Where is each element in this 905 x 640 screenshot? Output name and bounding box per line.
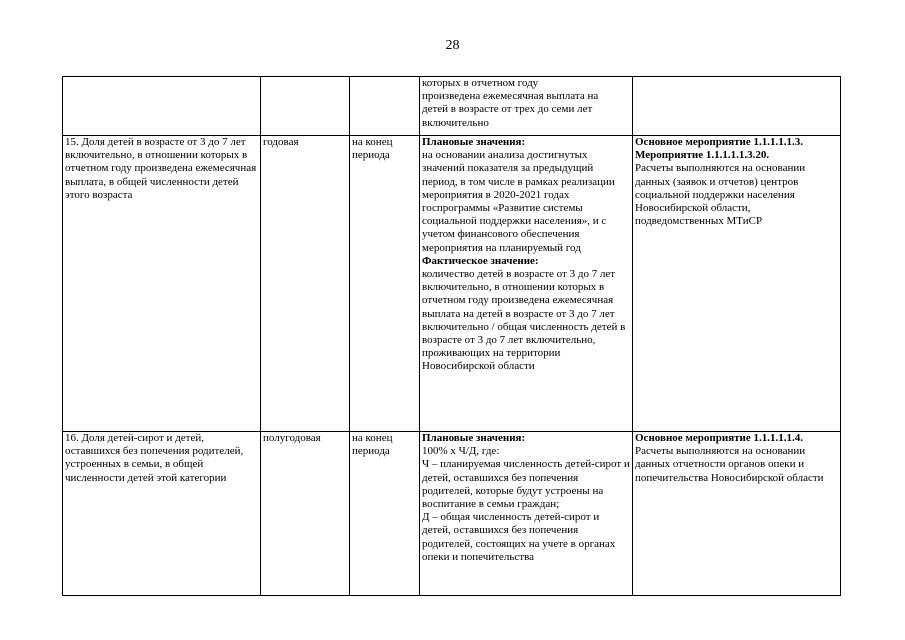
periodicity-cell: годовая [261,136,350,432]
method-cell [420,77,633,136]
table-row [63,77,841,136]
definition-ch: Ч – планируемая численность детей-сирот и детей, оставшихся без попечения родителей, которые будут устроены на воспитание в семьи граждан; [422,458,630,511]
source-cell [633,77,841,136]
fact-heading: Фактическое значение: [422,254,539,267]
plan-heading: Плановые значения: [422,136,526,148]
fact-text: количество детей в возрасте от 3 до 7 лет включительно, в отношении которых в отчетном году произведена ежемесячная выплата на детей в возрасте от 3 до 7 лет включительно / общая численность детей в возрасте от 3 до 7 лет включительно, проживающих на территории Новосибирской области [422,268,626,373]
source-cell [633,136,841,432]
indicator-cell [63,77,261,136]
source-cell [633,432,841,596]
plan-text: на основании анализа достигнутых значений показателя за предыдущий период, в том числе в рамках реализации мероприятия в 2020-2021 годах госпрограммы «Развитие системы социальной поддержки населения», и с учетом финансового обеспечения мероприятия на планируемый год [422,149,615,254]
method-line: которых в отчетном году [422,77,539,89]
method-line: детей в возрасте от трех до семи лет [422,103,593,116]
source-text: Расчеты выполняются на основании данных (заявок и отчетов) центров социальной поддержки населения Новосибирской области, подведомственных МТиСР [635,162,806,228]
source-text: Расчеты выполняются на основании данных отчетности органов опеки и попечительства Новосибирской области [635,445,824,484]
table-row [63,136,841,432]
indicator-cell: 15. Доля детей в возрасте от 3 до 7 лет включительно, в отношении которых в отчетном году произведена ежемесячная выплата, в общей численности детей этого возраста [63,136,261,432]
indicators-table [62,76,841,596]
definition-d: Д – общая численность детей-сирот и детей, оставшихся без попечения родителей, состоящих на учете в органах опеки и попечительства [422,511,616,563]
timing-cell: на конец периода [350,136,420,432]
method-cell [420,136,633,432]
page-number: 28 [445,38,460,53]
plan-heading: Плановые значения: [422,432,526,444]
timing-cell: на конец периода [350,432,420,596]
source-subheading: Мероприятие 1.1.1.1.1.3.20. [635,149,770,162]
method-cell [420,432,633,596]
periodicity-cell: полугодовая [261,432,350,596]
formula: 100% х Ч/Д, где: [422,445,500,458]
timing-cell [350,77,420,136]
table-row [63,432,841,596]
method-line: включительно [422,116,489,129]
indicator-cell: 16. Доля детей-сирот и детей, оставшихся без попечения родителей, устроенных в семьи, в общей численности детей этой категории [63,432,261,596]
method-line: произведена ежемесячная выплата на [422,90,599,103]
source-heading: Основное мероприятие 1.1.1.1.1.3. [635,136,804,148]
source-heading: Основное мероприятие 1.1.1.1.1.4. [635,432,804,444]
periodicity-cell [261,77,350,136]
